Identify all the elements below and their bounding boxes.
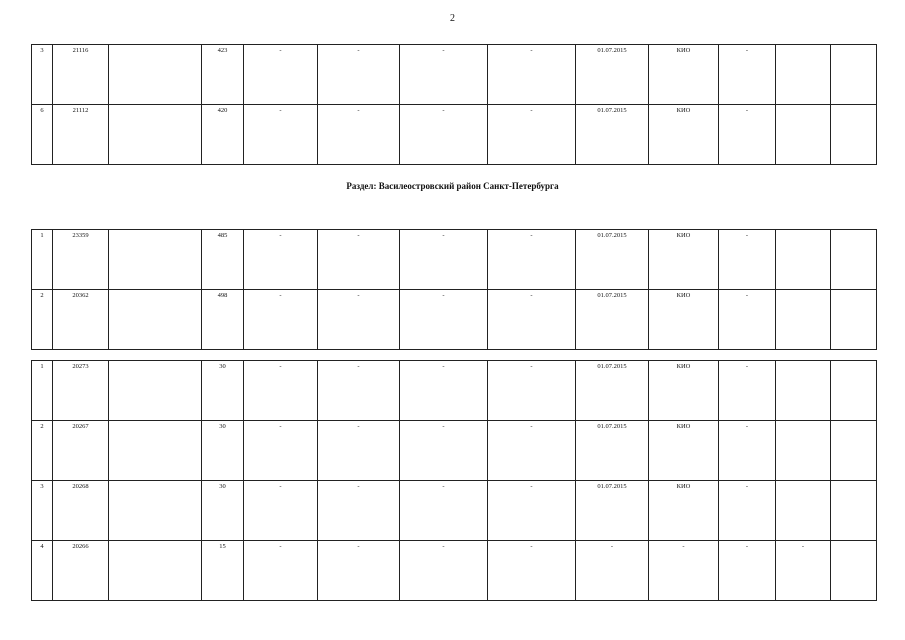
table-cell: - [400,481,488,541]
table-row [32,290,877,350]
table-cell [831,290,877,350]
table-cell [109,541,202,601]
table-cell: - [649,541,719,601]
table-cell: - [244,45,318,105]
table-cell: - [488,230,576,290]
table-cell: 2 [32,421,53,481]
table-cell: 498 [202,290,244,350]
table-cell: - [719,45,776,105]
table-cell: - [488,290,576,350]
table-row [32,105,877,165]
table-cell: 485 [202,230,244,290]
table-cell: - [776,541,831,601]
table-cell: - [244,290,318,350]
table-cell [776,361,831,421]
table-cell: 2 [32,290,53,350]
table-row [32,230,877,290]
table-cell: - [488,45,576,105]
table-cell [109,361,202,421]
table-cell: КИО [649,481,719,541]
table-cell: 20362 [53,290,109,350]
table-cell: 30 [202,361,244,421]
table-cell: - [719,230,776,290]
table-cell: 20267 [53,421,109,481]
table-cell: - [400,105,488,165]
table-row [32,45,877,105]
table-cell: - [488,541,576,601]
table-cell: 01.07.2015 [576,421,649,481]
table-cell [776,105,831,165]
section-title: Раздел: Василеостровский район Санкт-Петербурга [346,181,559,191]
table-cell: 15 [202,541,244,601]
table-cell: 423 [202,45,244,105]
records-table-top [31,44,877,165]
table-cell: - [719,481,776,541]
table-cell [831,541,877,601]
table-cell: - [488,481,576,541]
table-cell: 420 [202,105,244,165]
table-cell: - [318,290,400,350]
table-cell: - [488,421,576,481]
table-cell: - [318,541,400,601]
table-cell: - [400,45,488,105]
table-cell: - [488,105,576,165]
table-row [32,361,877,421]
table-cell: - [400,290,488,350]
table-cell: - [719,361,776,421]
table-cell: - [318,45,400,105]
table-cell: 30 [202,421,244,481]
table-cell [109,105,202,165]
table-cell [776,230,831,290]
table-cell [776,290,831,350]
table-cell: 30 [202,481,244,541]
table-cell: - [244,481,318,541]
table-cell: - [244,105,318,165]
table-cell: 01.07.2015 [576,105,649,165]
table-cell [776,421,831,481]
table-cell: 6 [32,105,53,165]
table-cell: КИО [649,230,719,290]
table-cell: КИО [649,421,719,481]
table-cell: 23359 [53,230,109,290]
table-cell: - [318,481,400,541]
table-cell: 01.07.2015 [576,230,649,290]
table-row [32,481,877,541]
table-cell: 3 [32,481,53,541]
table-cell [109,481,202,541]
table-cell [831,421,877,481]
table-cell [831,481,877,541]
table-row [32,421,877,481]
page-number: 2 [450,13,455,24]
table-cell: - [318,105,400,165]
table-cell: 01.07.2015 [576,481,649,541]
table-cell: 21112 [53,105,109,165]
table-cell: 1 [32,361,53,421]
table-cell [831,45,877,105]
table-row [32,541,877,601]
table-cell [109,421,202,481]
table-cell: 4 [32,541,53,601]
table-cell: 01.07.2015 [576,290,649,350]
table-cell: 1 [32,230,53,290]
table-cell: - [719,421,776,481]
table-cell: - [488,361,576,421]
table-cell: КИО [649,45,719,105]
table-cell: 20266 [53,541,109,601]
table-cell: 21116 [53,45,109,105]
table-cell [831,105,877,165]
table-cell [109,45,202,105]
table-cell: - [719,105,776,165]
table-cell: 20268 [53,481,109,541]
table-cell [109,290,202,350]
table-cell: - [576,541,649,601]
table-cell: - [244,421,318,481]
table-cell: 20273 [53,361,109,421]
records-table-second [31,229,877,350]
records-table-third [31,360,877,601]
table-cell: КИО [649,105,719,165]
table-cell: - [719,290,776,350]
table-cell [109,230,202,290]
table-cell: 3 [32,45,53,105]
table-cell: 01.07.2015 [576,361,649,421]
table-cell: КИО [649,361,719,421]
table-cell: - [318,230,400,290]
table-cell: - [318,361,400,421]
table-cell [831,361,877,421]
table-cell: - [244,230,318,290]
table-cell [831,230,877,290]
table-cell: - [244,541,318,601]
table-cell: - [400,361,488,421]
table-cell: - [719,541,776,601]
table-cell [776,481,831,541]
table-cell: - [244,361,318,421]
table-cell: 01.07.2015 [576,45,649,105]
table-cell: - [400,421,488,481]
table-cell [776,45,831,105]
table-cell: - [318,421,400,481]
table-cell: КИО [649,290,719,350]
table-cell: - [400,541,488,601]
table-cell: - [400,230,488,290]
